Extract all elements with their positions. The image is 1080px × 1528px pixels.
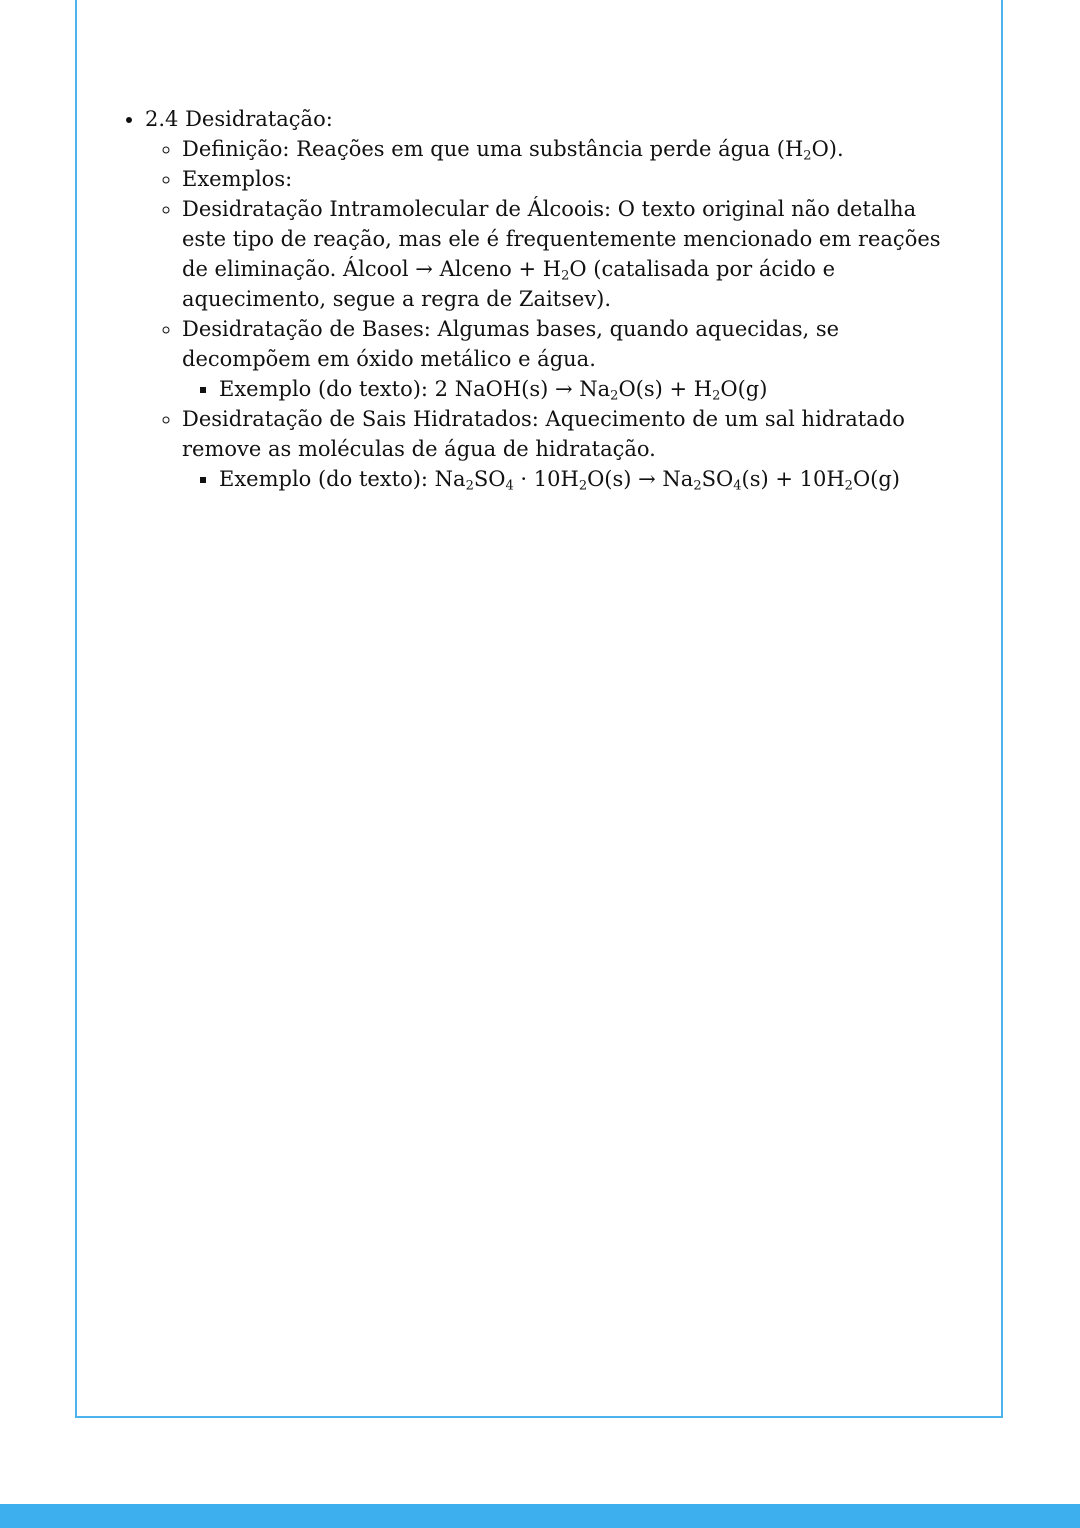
list-item-intramolecular: ◦ Desidratação Intramolecular de Álcoois: O texto original não detalha este tipo de reação, mas ele é frequentemente mencionado em reações de eliminação. Álcool → Alceno + $H_2O$ (catalisada por ácido e aquecimento, segue a regra de Zaitsev). [182,194,959,314]
sub-list [145,134,959,494]
list-item-salts: ◦ Desidratação de Sais Hidratados: Aquecimento de um sal hidratado remove as moléculas de água de hidratação. ▪ Exemplo (do texto): $Na_2SO_4 \cdot 10H_2O(s) \to Na_2SO_4(s) + 10H_2O(g)$ [182,404,959,494]
document-content [109,104,959,494]
list-item-bases-example: ▪ Exemplo (do texto): 2 NaOH(s) → $Na_2O(s) + H_2O(g)$ [219,374,959,404]
main-list [109,104,959,494]
bases-example-list [182,374,959,404]
list-item-bases: ◦ Desidratação de Bases: Algumas bases, quando aquecidas, se decompõem em óxido metálico e água. ▪ Exemplo (do texto): 2 NaOH(s) → $Na_2O(s) + H_2O(g)$ [182,314,959,404]
salts-example-list [182,464,959,494]
list-item-examples: ◦ Exemplos: [182,164,959,194]
section-title: 2.4 Desidratação: [145,107,333,131]
bottom-bar [0,1504,1080,1528]
section-dehydration [145,104,959,494]
list-item-definition: ◦ Definição: Reações em que uma substância perde água $(H_2O)$. [182,134,959,164]
list-item-salts-example: ▪ Exemplo (do texto): $Na_2SO_4 \cdot 10H_2O(s) \to Na_2SO_4(s) + 10H_2O(g)$ [219,464,959,494]
